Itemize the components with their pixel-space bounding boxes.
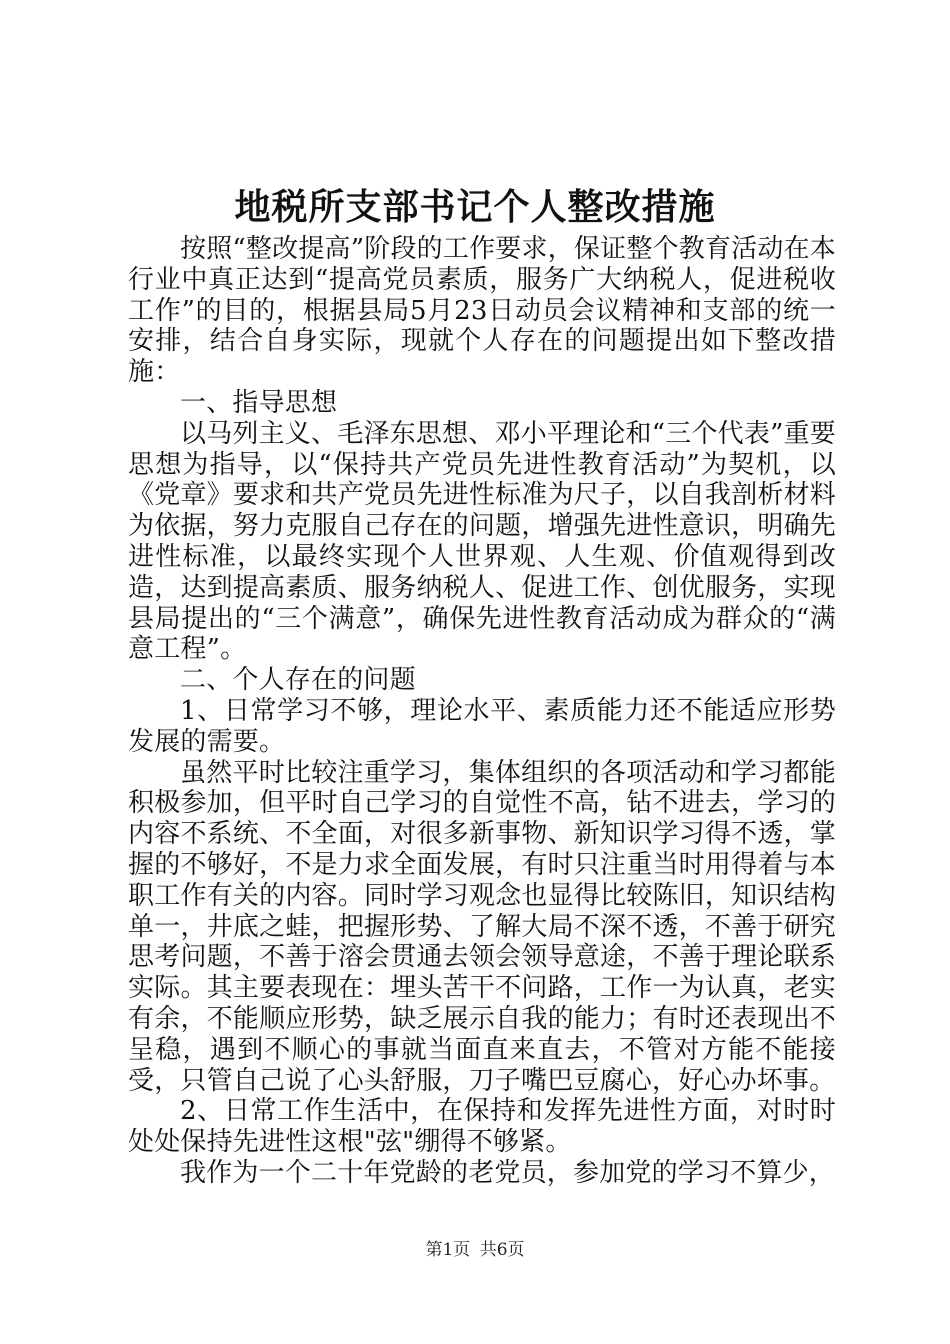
document-body <box>128 234 836 1189</box>
paragraph-problem-1-title: 1、日常学习不够，理论水平、素质能力还不能适应形势发展的需要。 <box>128 695 836 757</box>
paragraph-problem-1-detail: 虽然平时比较注重学习，集体组织的各项活动和学习都能积极参加，但平时自己学习的自觉性不高，钻不进去，学习的内容不系统、不全面，对很多新事物、新知识学习得不透，掌握的不够好，不是力求全面发展，有时只注重当时用得着与本职工作有关的内容。同时学习观念也显得比较陈旧，知识结构单一，井底之蛙，把握形势、了解大局不深不透，不善于研究思考问题，不善于溶会贯通去领会领导意途，不善于理论联系实际。其主要表现在：埋头苦干不问路，工作一为认真，老实有余，不能顺应形势，缺乏展示自我的能力；有时还表现出不呈稳，遇到不顺心的事就当面直来直去，不管对方能不能接受，只管自己说了心头舒服，刀子嘴巴豆腐心，好心办坏事。 <box>128 757 836 1096</box>
section-heading-personal-problems: 二、个人存在的问题 <box>180 665 416 696</box>
page-footer <box>0 1238 950 1262</box>
paragraph-intro: 按照“整改提高”阶段的工作要求，保证整个教育活动在本行业中真正达到“提高党员素质，服务广大纳税人，促进税收工作”的目的，根据县局5月23日动员会议精神和支部的统一安排，结合自身实际，现就个人存在的问题提出如下整改措施： <box>128 234 836 388</box>
document-title: 地税所支部书记个人整改措施 <box>234 186 716 228</box>
paragraph-problem-2-detail: 我作为一个二十年党龄的老党员，参加党的学习不算少， <box>180 1157 836 1188</box>
paragraph-guiding-thought: 以马列主义、毛泽东思想、邓小平理论和“三个代表”重要思想为指导，以“保持共产党员先进性教育活动”为契机，以《党章》要求和共产党员先进性标准为尺子，以自我剖析材料为依据，努力克服自己存在的问题，增强先进性意识，明确先进性标准，以最终实现个人世界观、人生观、价值观得到改造，达到提高素质、服务纳税人、促进工作、创优服务，实现县局提出的“三个满意”，确保先进性教育活动成为群众的“满意工程”。 <box>128 418 836 665</box>
paragraph-problem-2-title: 2、日常工作生活中，在保持和发挥先进性方面，对时时处处保持先进性这根"弦"绷得不够紧。 <box>128 1096 836 1158</box>
page-total: 共6页 <box>479 1240 525 1260</box>
page-number: 第1页 <box>425 1240 471 1260</box>
section-heading-guiding-thought: 一、指导思想 <box>180 387 338 418</box>
